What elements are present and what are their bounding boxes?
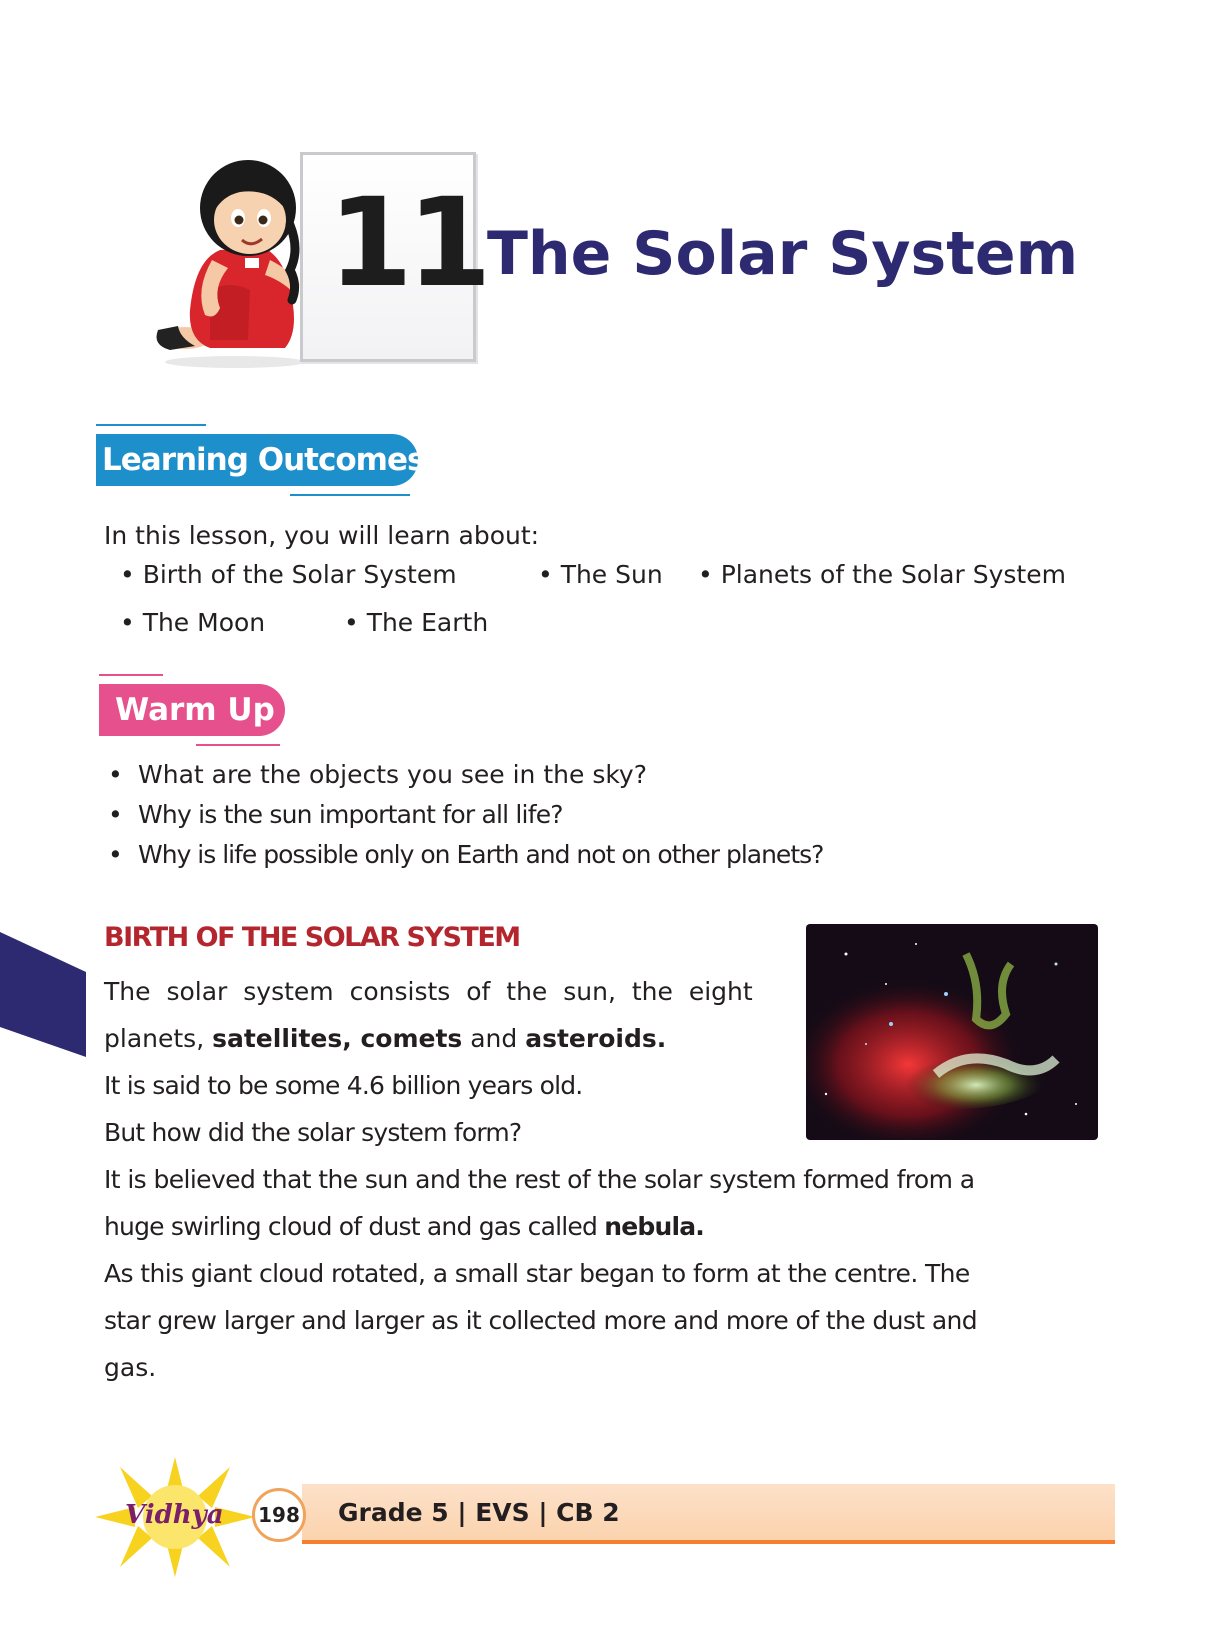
- text-span: planets,: [104, 1024, 213, 1053]
- nebula-image: [806, 924, 1098, 1140]
- bold-term: asteroids.: [525, 1024, 667, 1053]
- paragraph-line: [104, 1015, 666, 1062]
- warmup-bullet-icon: •: [108, 760, 123, 789]
- outcome-item: • Birth of the Solar System: [120, 560, 457, 589]
- text-span: huge swirling cloud of dust and gas called: [104, 1212, 605, 1241]
- warm-up-badge: Warm Up: [99, 684, 285, 736]
- paragraph-line: [104, 1203, 704, 1250]
- paragraph-line: As this giant cloud rotated, a small star began to form at the centre. The: [104, 1259, 970, 1288]
- outcomes-intro: In this lesson, you will learn about:: [104, 521, 540, 550]
- warmup-bullet-icon: •: [108, 840, 123, 869]
- page-number: 198: [252, 1488, 306, 1542]
- bold-term: nebula.: [604, 1212, 705, 1241]
- chapter-number: 11: [328, 172, 486, 314]
- side-tab-marker: [0, 932, 90, 1062]
- paragraph-line: The solar system consists of the sun, the eight: [104, 977, 753, 1006]
- paragraph-line: It is said to be some 4.6 billion years old.: [104, 1071, 583, 1100]
- warmup-question: Why is the sun important for all life?: [138, 800, 563, 829]
- paragraph-line: It is believed that the sun and the rest of the solar system formed from a: [104, 1165, 975, 1194]
- bold-term: satellites, comets: [212, 1024, 463, 1053]
- paragraph-line: gas.: [104, 1353, 157, 1382]
- warmup-question: What are the objects you see in the sky?: [138, 760, 647, 789]
- section-heading: BIRTH OF THE SOLAR SYSTEM: [104, 922, 520, 953]
- learning-outcomes-badge: Learning Outcomes: [96, 434, 418, 486]
- badge-top-line: [96, 424, 206, 426]
- vidhya-logo-text: Vidhya: [125, 1500, 224, 1530]
- warmup-bullet-icon: •: [108, 800, 123, 829]
- badge-bottom-line: [290, 494, 410, 496]
- outcome-item: • The Sun: [538, 560, 663, 589]
- paragraph-line: But how did the solar system form?: [104, 1118, 522, 1147]
- outcome-item: • The Earth: [344, 608, 489, 637]
- chapter-title: The Solar System: [487, 219, 1079, 289]
- footer-text: Grade 5 | EVS | CB 2: [338, 1498, 620, 1527]
- paragraph-line: star grew larger and larger as it collected more and more of the dust and: [104, 1306, 978, 1335]
- text-span: and: [462, 1024, 526, 1053]
- warmup-question: Why is life possible only on Earth and not on other planets?: [138, 840, 824, 869]
- outcome-item: • The Moon: [120, 608, 266, 637]
- outcome-item: • Planets of the Solar System: [698, 560, 1066, 589]
- badge-top-line: [99, 674, 163, 676]
- badge-bottom-line: [196, 744, 280, 746]
